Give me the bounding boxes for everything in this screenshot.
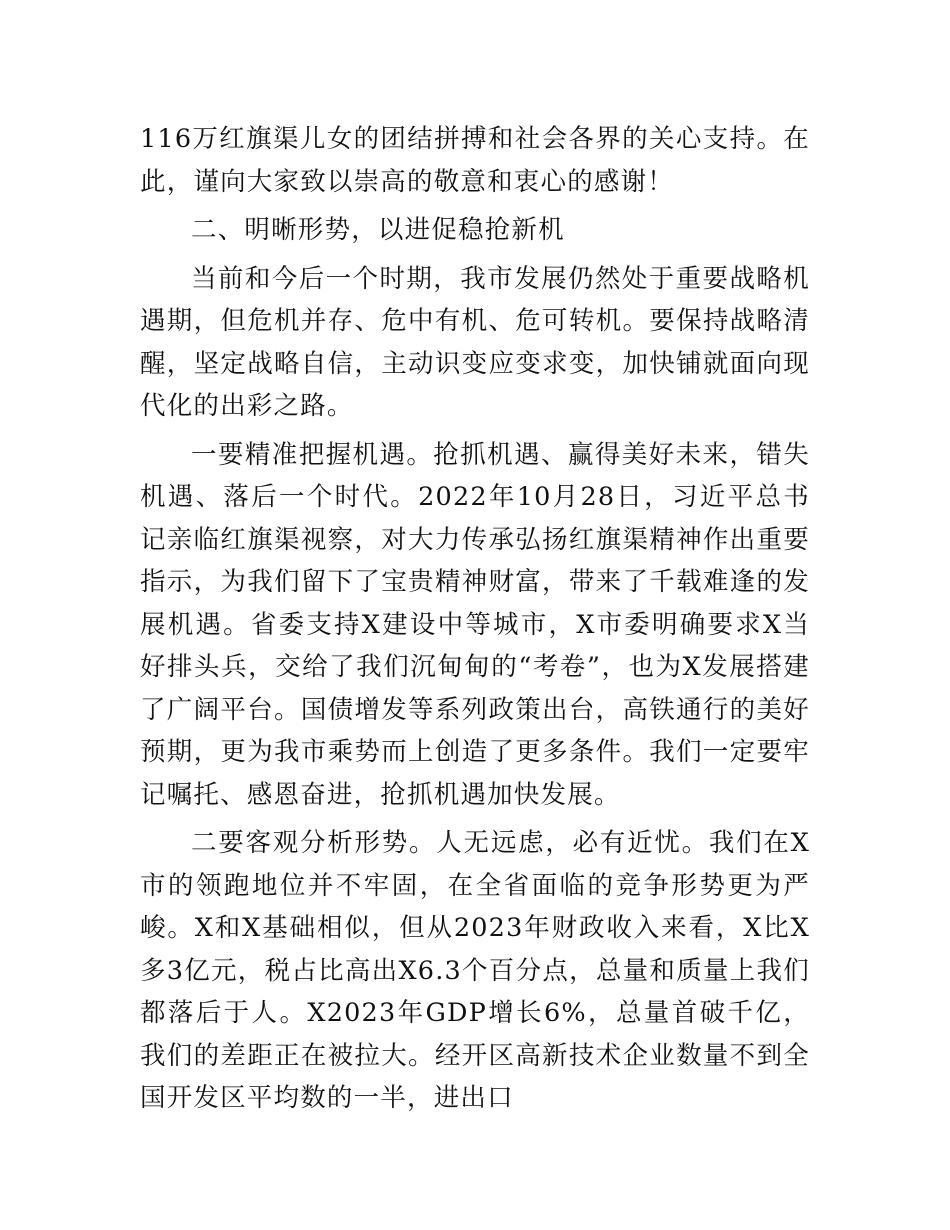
paragraph-grasp-opportunities: 一要精准把握机遇。抢抓机遇、赢得美好未来，错失机遇、落后一个时代。2022年10月28日，习近平总书记亲临红旗渠视察，对大力传承弘扬红旗渠精神作出重要指示，为我们留下了宝贵精神财富，带来了千载难逢的发展机遇。省委支持X建设中等城市，X市委明确要求X当好排头兵，交给了我们沉甸甸的“考卷”，也为X发展搭建了广阔平台。国债增发等系列政策出台，高铁通行的美好预期，更为我市乘势而上创造了更多条件。我们一定要牢记嘱托、感恩奋进，抢抓机遇加快发展。: [140, 439, 810, 810]
paragraph-analyze-situation: 二要客观分析形势。人无远虑，必有近忧。我们在X市的领跑地位并不牢固，在全省面临的竞争形势更为严峻。X和X基础相似，但从2023年财政收入来看，X比X多3亿元，税占比高出X6.3个百分点，总量和质量上我们都落后于人。X2023年GDP增长6%，总量首破千亿，我们的差距正在被拉大。经开区高新技术企业数量不到全国开发区平均数的一半，进出口: [140, 828, 810, 1113]
paragraph-situation-overview: 当前和今后一个时期，我市发展仍然处于重要战略机遇期，但危机并存、危中有机、危可转机。要保持战略清醒，坚定战略自信，主动识变应变求变，加快铺就面向现代化的出彩之路。: [140, 263, 810, 421]
document-body: [140, 118, 810, 1120]
paragraph-closing-thanks: 116万红旗渠儿女的团结拼搏和社会各界的关心支持。在此，谨向大家致以崇高的敬意和衷心的感谢！: [140, 124, 810, 197]
section-heading: 二、明晰形势，以进促稳抢新机: [191, 215, 565, 245]
